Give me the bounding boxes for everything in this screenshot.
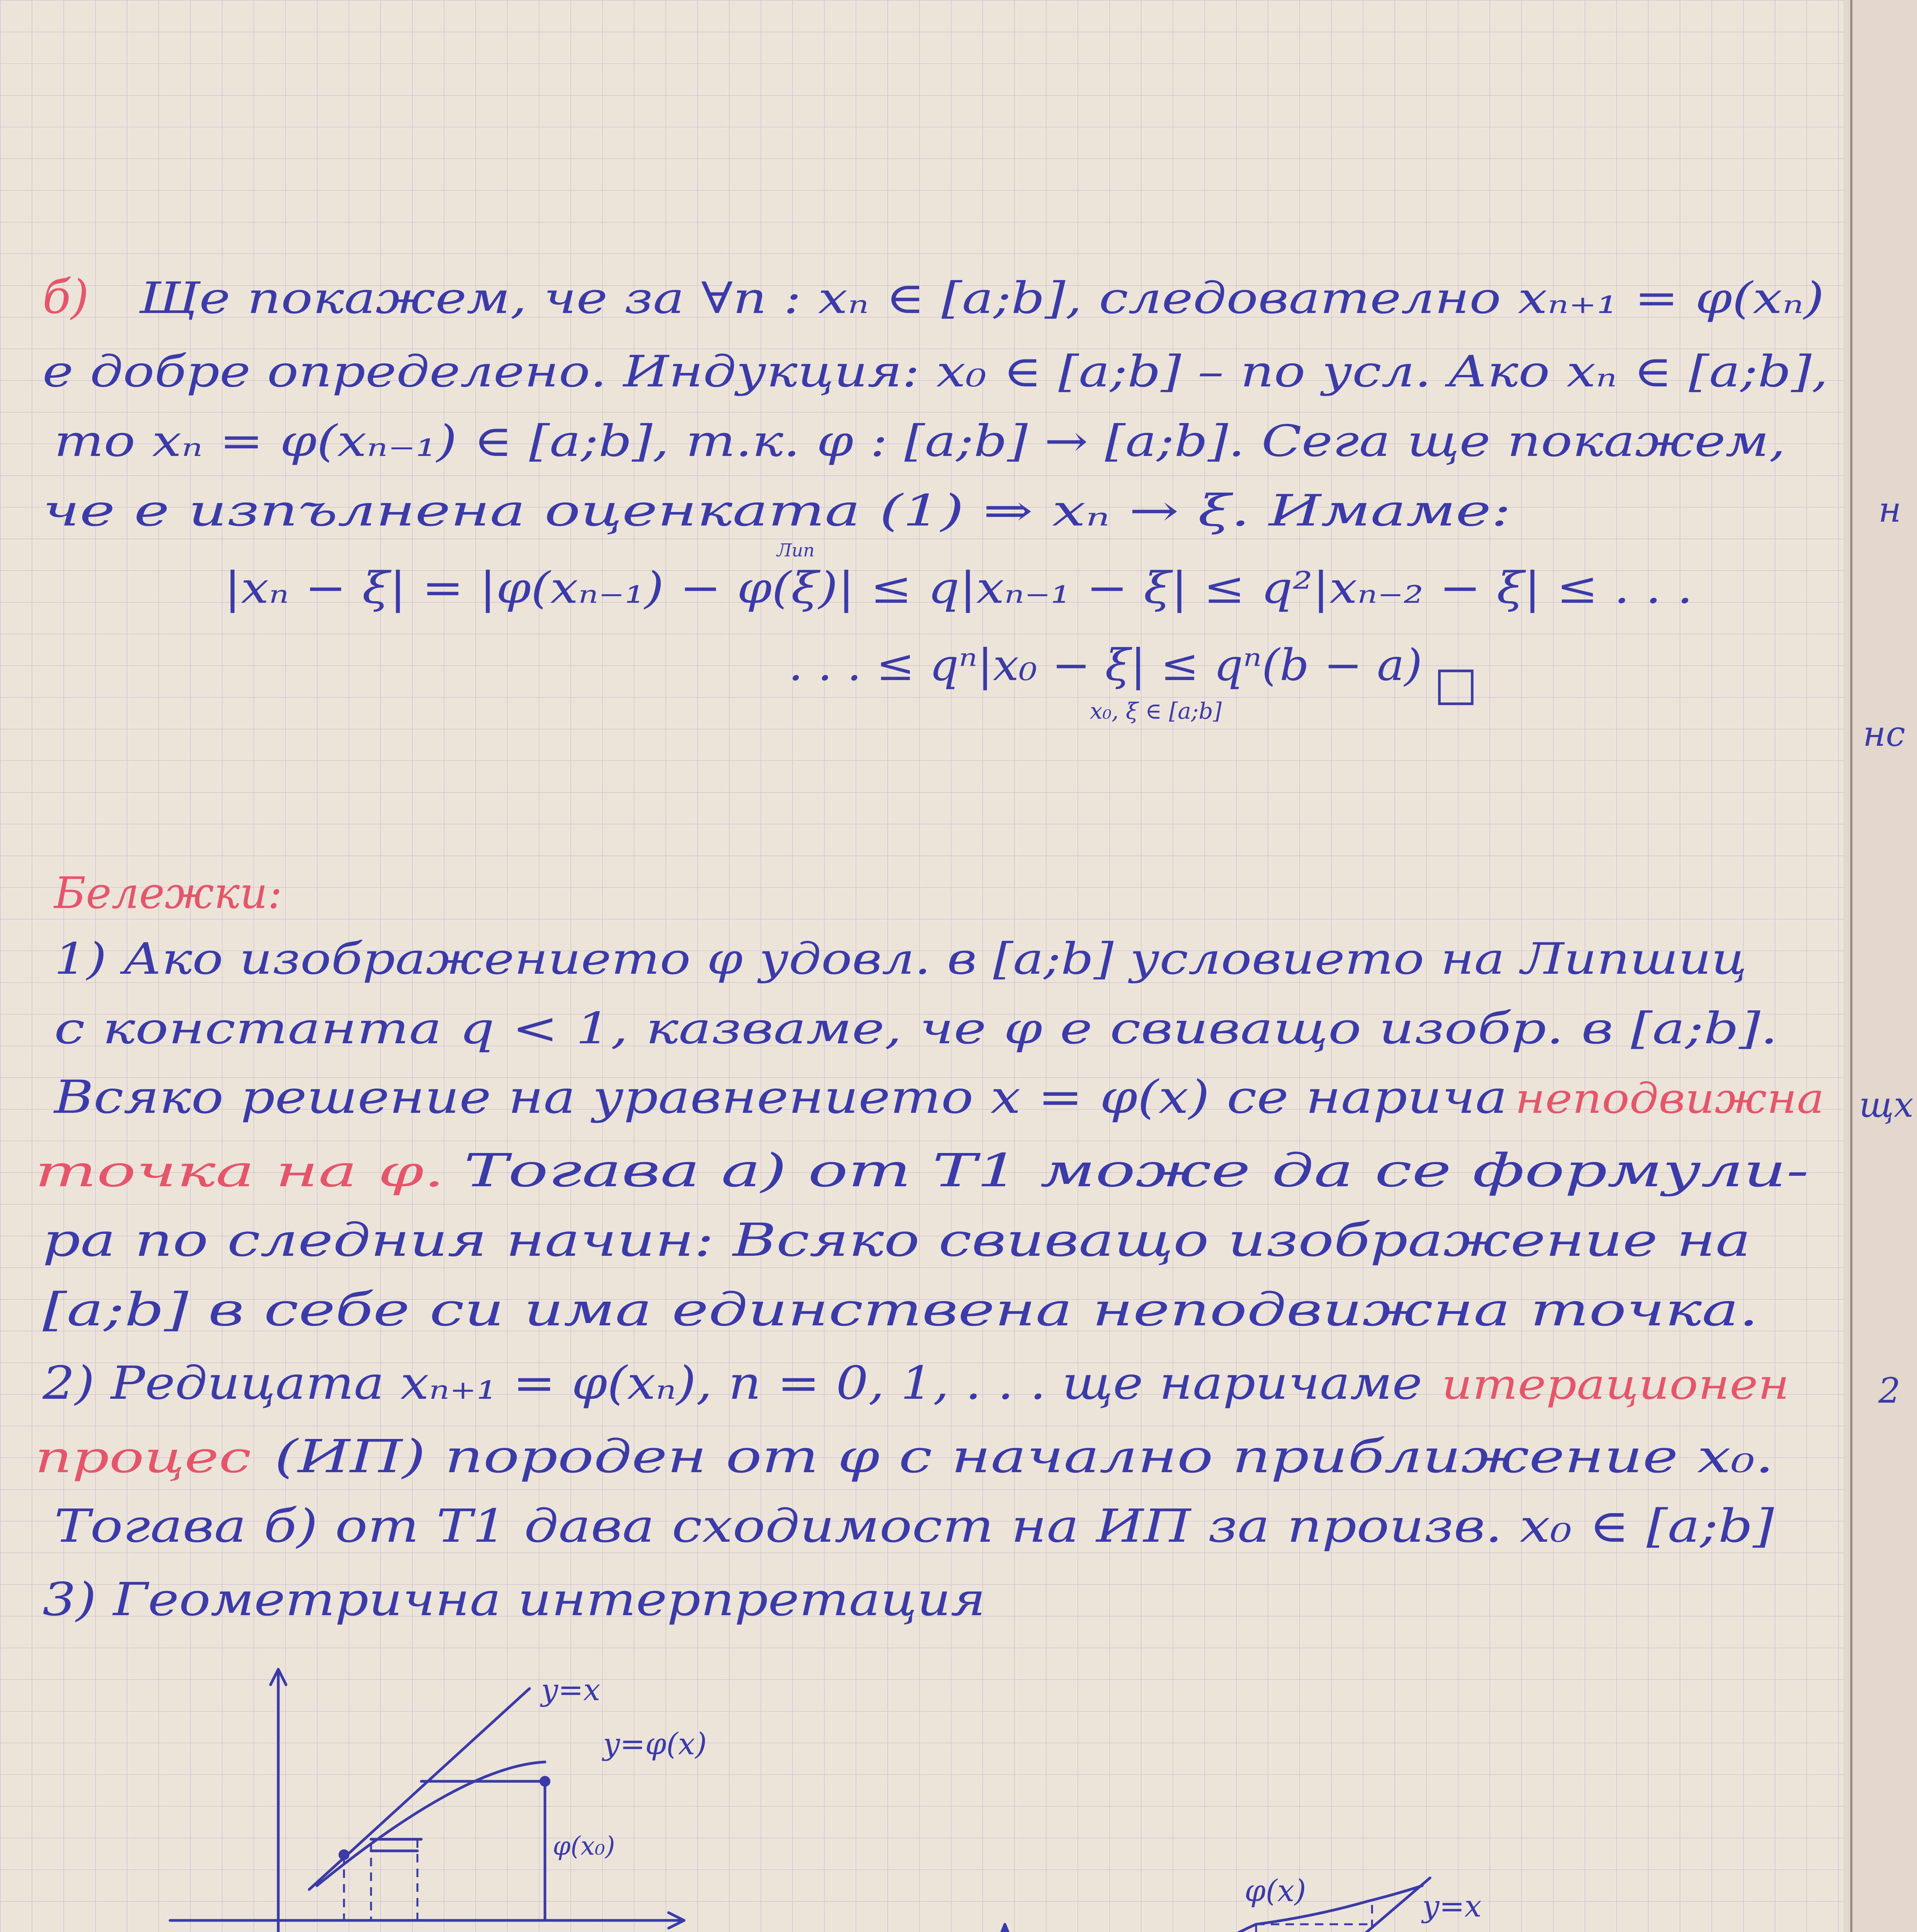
label-phi-x: φ(x) [1245, 1874, 1306, 1908]
text-line: с константа q < 1, казваме, че φ е свиващо изобр. в [a;b]. [54, 1003, 1778, 1054]
label-phi-x0: φ(x₀) [553, 1831, 615, 1861]
text-line: ра по следния начин: Всяко свиващо изображение на [43, 1213, 1751, 1267]
text-line: че е изпълнена оценката (1) ⇒ xₙ → ξ. Имаме: [43, 486, 1511, 536]
text-line: 1) Ако изображението φ удовл. в [a;b] условието на Липшиц [54, 934, 1747, 984]
text-line: Ще покажем, че за ∀n : xₙ ∈ [a;b], следователно xₙ₊₁ = φ(xₙ) [138, 273, 1825, 323]
highlight-term: итерационен [1442, 1361, 1789, 1409]
text-line: Тогава б) от Т1 дава сходимост на ИП за произв. x₀ ∈ [a;b] [54, 1499, 1775, 1553]
highlight-term: точка на φ. [35, 1146, 444, 1197]
lipschitz-note: Лип [777, 540, 815, 561]
text-line: Тогава а) от Т1 може да се формули- [464, 1144, 1809, 1197]
estimate-chain: |xₙ − ξ| = |φ(xₙ₋₁) − φ(ξ)| ≤ q|xₙ₋₁ − ξ| ≤ q²|xₙ₋₂ − ξ| ≤ . . . [224, 563, 1693, 613]
iterate-point [540, 1776, 550, 1787]
text-line: то xₙ = φ(xₙ₋₁) ∈ [a;b], т.к. φ : [a;b] → [a;b]. Сега ще покажем, [54, 416, 1786, 466]
notes [35, 868, 1824, 1626]
notes-title: Бележки: [54, 868, 283, 918]
text-line: 2) Редицата xₙ₊₁ = φ(xₙ), n = 0, 1, . . . ще наричаме [42, 1356, 1422, 1410]
highlight-term: неподвижна [1515, 1075, 1824, 1123]
margin-fragment: щх [1859, 1085, 1914, 1125]
text-line: е добре определено. Индукция: x₀ ∈ [a;b] – по усл. Ако xₙ ∈ [a;b], [43, 347, 1828, 397]
text-line: Всяко решение на уравнението x = φ(x) се нарича [53, 1070, 1507, 1124]
membership-note: x₀, ξ ∈ [a;b] [1090, 698, 1222, 724]
text-line: (ИП) породен от φ с начално приближение x₀. [274, 1430, 1774, 1483]
estimate-end: . . . ≤ qⁿ|x₀ − ξ| ≤ qⁿ(b − a) [788, 640, 1422, 690]
label-y-equals-x: y=x [541, 1673, 601, 1708]
next-page-edge [1844, 0, 1917, 1932]
label-y-phi: y=φ(x) [603, 1727, 707, 1762]
label-y-equals-x: y=x [1422, 1889, 1482, 1924]
margin-fragment: 2 [1878, 1371, 1901, 1411]
margin-fragment: нс [1863, 714, 1905, 754]
text-line: 3) Геометрична интерпретация [43, 1573, 986, 1626]
qed-symbol: □ [1434, 657, 1478, 711]
highlight-term: процес [35, 1432, 251, 1483]
margin-fragment: н [1878, 490, 1902, 530]
text-line: [a;b] в себе си има единствена неподвижна точка. [43, 1283, 1759, 1336]
section-b-label: б) [43, 270, 89, 324]
